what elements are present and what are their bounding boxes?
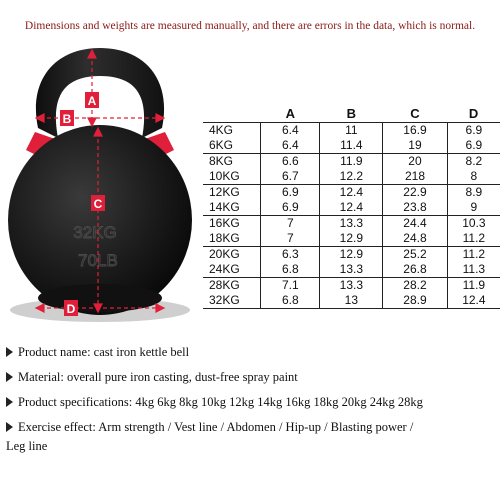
cell-b: 11.4 (320, 138, 383, 154)
cell-weight: 14KG (203, 200, 261, 216)
kettlebell-image (0, 40, 210, 340)
cell-a: 7 (261, 216, 320, 232)
cell-b: 12.4 (320, 200, 383, 216)
cell-weight: 8KG (203, 154, 261, 170)
cell-d: 11.2 (447, 231, 500, 247)
measurement-notice: Dimensions and weights are measured manually, and there are errors in the data, which is normal. (24, 20, 476, 32)
table-row (203, 154, 500, 170)
cell-weight: 32KG (203, 293, 261, 309)
header-b: B (346, 105, 357, 121)
table-row (203, 123, 500, 139)
cell-d: 8 (447, 169, 500, 185)
marker-b: B (62, 112, 72, 126)
cell-c: 19 (383, 138, 448, 154)
cell-a: 6.8 (261, 262, 320, 278)
info-line (6, 368, 496, 386)
info-specifications: Product specifications: 4kg 6kg 8kg 10kg 12kg 14kg 16kg 18kg 20kg 24kg 28kg (18, 395, 423, 409)
table-row (203, 278, 500, 294)
cell-b: 13.3 (320, 278, 383, 294)
bullet-triangle-icon (6, 347, 13, 357)
info-line (6, 343, 496, 361)
cell-a: 6.7 (261, 169, 320, 185)
product-info (6, 343, 496, 454)
cell-b: 12.2 (320, 169, 383, 185)
cell-d: 6.9 (447, 138, 500, 154)
table-row (203, 138, 500, 154)
cell-weight: 20KG (203, 247, 261, 263)
info-exercise-effect: Exercise effect: Arm strength / Vest line / Abdomen / Hip-up / Blasting power / (18, 420, 414, 434)
header-weight (203, 104, 261, 123)
bullet-triangle-icon (6, 372, 13, 382)
cell-d: 8.2 (447, 154, 500, 170)
cell-weight: 24KG (203, 262, 261, 278)
cell-weight: 16KG (203, 216, 261, 232)
cell-c: 24.4 (383, 216, 448, 232)
cell-c: 25.2 (383, 247, 448, 263)
info-line (6, 418, 496, 436)
cell-a: 6.8 (261, 293, 320, 309)
cell-c: 218 (383, 169, 448, 185)
table-row (203, 262, 500, 278)
header-c: C (410, 105, 420, 121)
cell-d: 10.3 (447, 216, 500, 232)
cell-b: 12.4 (320, 185, 383, 201)
info-exercise-effect-wrap: Leg line (6, 439, 48, 453)
table-row (203, 293, 500, 309)
cell-c: 28.9 (383, 293, 448, 309)
table-row (203, 169, 500, 185)
marker-c: C (93, 197, 103, 211)
cell-a: 6.4 (261, 123, 320, 139)
info-material: Material: overall pure iron casting, dust-free spray paint (18, 370, 298, 384)
cell-b: 13.3 (320, 262, 383, 278)
cell-a: 6.9 (261, 200, 320, 216)
cell-a: 6.9 (261, 185, 320, 201)
cell-b: 13 (320, 293, 383, 309)
cell-weight: 28KG (203, 278, 261, 294)
cell-d: 8.9 (447, 185, 500, 201)
table-row (203, 231, 500, 247)
cell-d: 9 (447, 200, 500, 216)
cell-c: 26.8 (383, 262, 448, 278)
info-line (6, 393, 496, 411)
cell-c: 23.8 (383, 200, 448, 216)
cell-c: 24.8 (383, 231, 448, 247)
cell-d: 11.2 (447, 247, 500, 263)
table-row (203, 185, 500, 201)
marker-a: A (87, 94, 97, 108)
cell-d: 12.4 (447, 293, 500, 309)
engraving-weight: 32KG (73, 223, 117, 242)
header-a: A (285, 105, 296, 121)
cell-weight: 10KG (203, 169, 261, 185)
cell-c: 16.9 (383, 123, 448, 139)
cell-d: 6.9 (447, 123, 500, 139)
kettlebell-handle (36, 48, 164, 138)
engraving-pounds: 70LB (78, 251, 118, 270)
cell-c: 22.9 (383, 185, 448, 201)
cell-b: 13.3 (320, 216, 383, 232)
table-row (203, 247, 500, 263)
cell-d: 11.9 (447, 278, 500, 294)
cell-c: 20 (383, 154, 448, 170)
cell-b: 12.9 (320, 231, 383, 247)
cell-d: 11.3 (447, 262, 500, 278)
cell-b: 11.9 (320, 154, 383, 170)
cell-a: 6.3 (261, 247, 320, 263)
cell-weight: 18KG (203, 231, 261, 247)
cell-a: 6.4 (261, 138, 320, 154)
header-d: D (468, 105, 479, 121)
cell-a: 6.6 (261, 154, 320, 170)
cell-a: 7.1 (261, 278, 320, 294)
info-product-name: Product name: cast iron kettle bell (18, 345, 190, 359)
cell-c: 28.2 (383, 278, 448, 294)
bullet-triangle-icon (6, 422, 13, 432)
size-table (203, 104, 500, 309)
cell-b: 12.9 (320, 247, 383, 263)
cell-weight: 6KG (203, 138, 261, 154)
cell-weight: 12KG (203, 185, 261, 201)
cell-weight: 4KG (203, 123, 261, 139)
table-row (203, 216, 500, 232)
cell-a: 7 (261, 231, 320, 247)
bullet-triangle-icon (6, 397, 13, 407)
marker-d: D (66, 302, 76, 316)
table-header-row (203, 104, 500, 123)
cell-b: 11 (320, 123, 383, 139)
table-row (203, 200, 500, 216)
